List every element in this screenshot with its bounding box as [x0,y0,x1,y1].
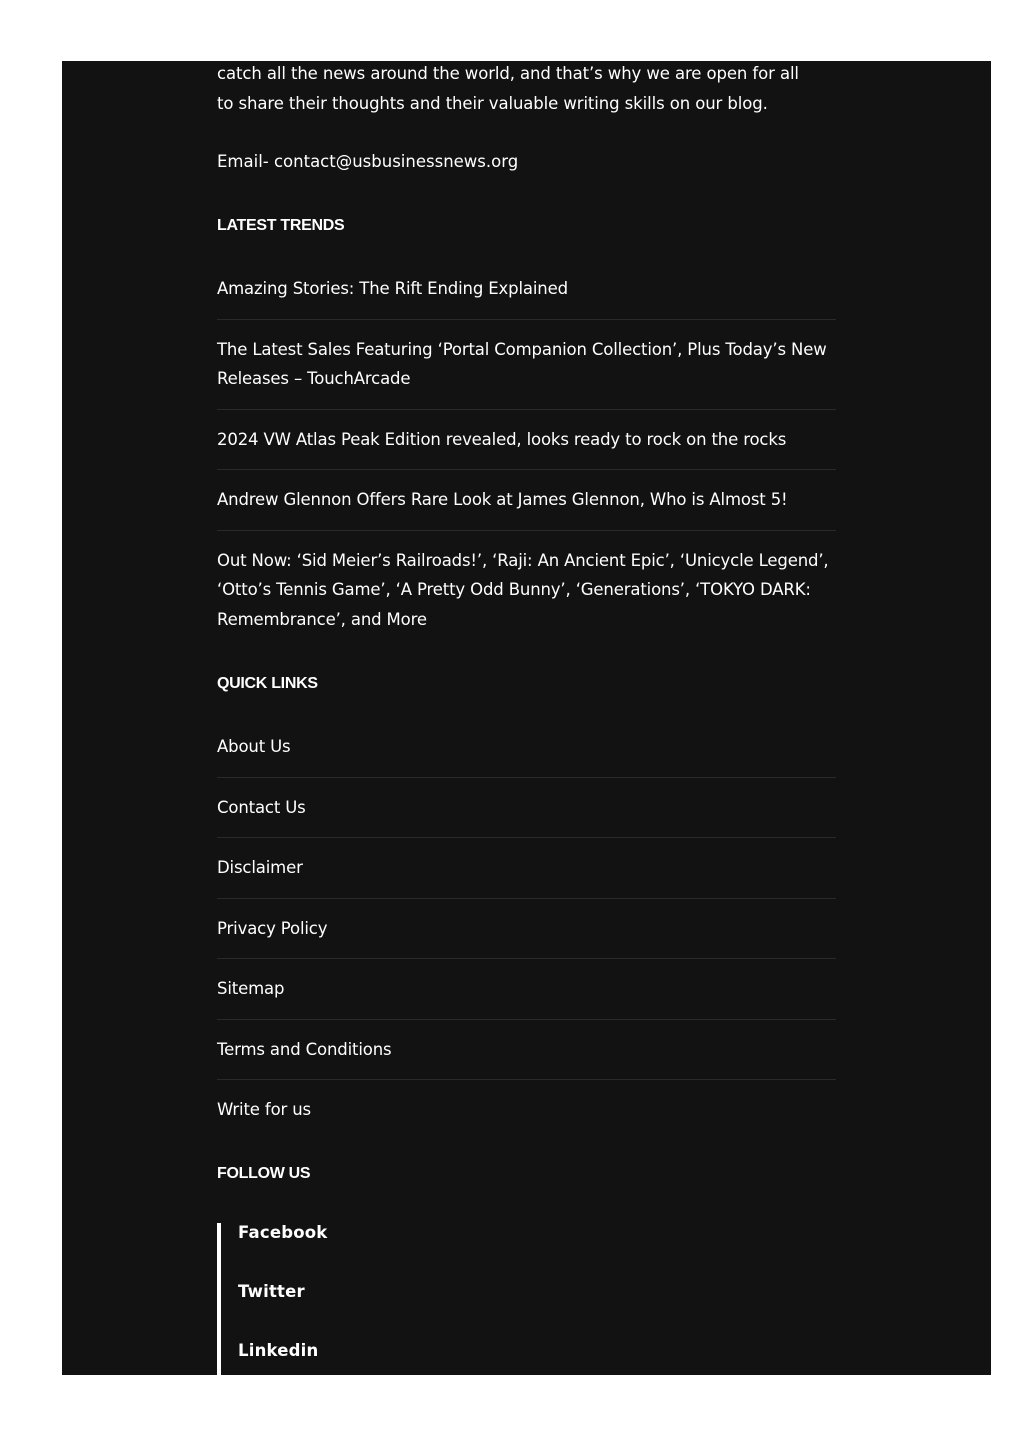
about-text: catch all the news around the world, and that’s why we are open for all to share their thoughts and their valuable writing skills on our blog. [217,64,799,113]
twitter-link[interactable]: Twitter [238,1282,305,1301]
latest-trends-item[interactable]: 2024 VW Atlas Peak Edition revealed, looks ready to rock on the rocks [217,410,836,471]
quick-link-privacy-policy[interactable]: Privacy Policy [217,899,836,960]
follow-us-heading: FOLLOW US [217,1165,311,1182]
quick-links-list [217,717,836,1140]
latest-trends-item[interactable]: The Latest Sales Featuring ‘Portal Companion Collection’, Plus Today’s New Releases – TouchArcade [217,320,836,410]
quick-link-contact-us[interactable]: Contact Us [217,778,836,839]
linkedin-link[interactable]: Linkedin [238,1341,319,1360]
quick-link-about-us[interactable]: About Us [217,717,836,778]
quick-link-terms[interactable]: Terms and Conditions [217,1020,836,1081]
contact-email[interactable]: Email- contact@usbusinessnews.org [217,152,519,171]
latest-trends-item[interactable]: Andrew Glennon Offers Rare Look at James Glennon, Who is Almost 5! [217,470,836,531]
quick-link-write-for-us[interactable]: Write for us [217,1100,311,1119]
latest-trends-list [217,259,836,649]
social-links [217,1223,327,1375]
facebook-link[interactable]: Facebook [238,1223,328,1242]
latest-trends-item[interactable]: Amazing Stories: The Rift Ending Explained [217,259,836,320]
latest-trends-item[interactable]: Out Now: ‘Sid Meier’s Railroads!’, ‘Raji: An Ancient Epic’, ‘Unicycle Legend’, ‘Otto’s Tennis Game’, ‘A Pretty Odd Bunny’, ‘Generations’, ‘TOKYO DARK: Remembrance’, and More [217,550,829,629]
latest-trends-heading: LATEST TRENDS [217,217,345,234]
footer-panel [62,61,991,1375]
quick-link-sitemap[interactable]: Sitemap [217,959,836,1020]
quick-link-disclaimer[interactable]: Disclaimer [217,838,836,899]
quick-links-heading: QUICK LINKS [217,675,318,692]
